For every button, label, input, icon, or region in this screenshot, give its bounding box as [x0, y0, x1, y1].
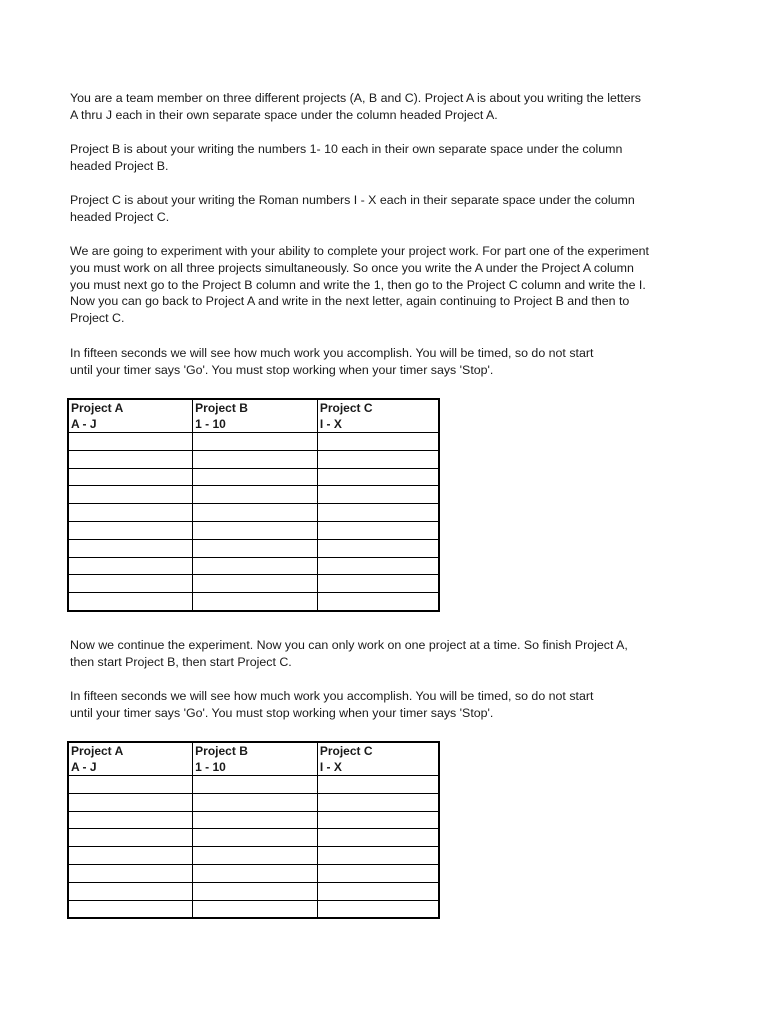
text-line: Project B is about your writing the numbers 1- 10 each in their own separate space under the column [70, 142, 623, 156]
header-project-b [193, 399, 318, 433]
project-a-cell[interactable] [68, 521, 193, 539]
text-line: headed Project B. [70, 158, 169, 173]
project-a-cell[interactable] [68, 882, 193, 900]
project-c-cell[interactable] [317, 539, 439, 557]
project-a-cell[interactable] [68, 847, 193, 865]
project-a-cell[interactable] [68, 776, 193, 794]
project-c-cell[interactable] [317, 575, 439, 593]
table-header-row [68, 399, 439, 433]
table-row [68, 450, 439, 468]
intro-paragraph [70, 90, 680, 124]
table-row [68, 504, 439, 522]
table-row [68, 575, 439, 593]
text-line: Project C. [70, 311, 125, 326]
project-c-cell[interactable] [317, 882, 439, 900]
table-row [68, 882, 439, 900]
table-body [68, 776, 439, 919]
header-project-b [193, 742, 318, 776]
header-project-c [317, 399, 439, 433]
project-b-cell[interactable] [193, 776, 318, 794]
project-b-cell[interactable] [193, 847, 318, 865]
project-a-cell[interactable] [68, 829, 193, 847]
project-b-cell[interactable] [193, 557, 318, 575]
table-row [68, 793, 439, 811]
table-row [68, 776, 439, 794]
experiment-part-two-paragraph [70, 637, 680, 671]
project-table-1 [67, 398, 440, 612]
column-title: Project A [71, 401, 124, 415]
text-line: you must work on all three projects simultaneously. So once you write the A under the Project A column [70, 260, 634, 275]
project-c-cell[interactable] [317, 557, 439, 575]
text-line: Now we continue the experiment. Now you can only work on one project at a time. So finish Project A, [70, 638, 628, 652]
project-a-cell[interactable] [68, 433, 193, 451]
project-a-cell[interactable] [68, 504, 193, 522]
project-c-cell[interactable] [317, 521, 439, 539]
project-a-cell[interactable] [68, 811, 193, 829]
project-c-cell[interactable] [317, 504, 439, 522]
project-c-cell[interactable] [317, 864, 439, 882]
text-line: In fifteen seconds we will see how much work you accomplish. You will be timed, so do not start [70, 346, 594, 360]
project-b-cell[interactable] [193, 575, 318, 593]
project-b-cell[interactable] [193, 793, 318, 811]
text-line: until your timer says 'Go'. You must stop working when your timer says 'Stop'. [70, 362, 494, 377]
project-c-cell[interactable] [317, 793, 439, 811]
header-project-a [68, 399, 193, 433]
project-b-paragraph [70, 141, 680, 175]
text-line: In fifteen seconds we will see how much work you accomplish. You will be timed, so do not start [70, 689, 594, 703]
project-b-cell[interactable] [193, 486, 318, 504]
text-line: We are going to experiment with your ability to complete your project work. For part one of the experiment [70, 244, 649, 258]
text-line: then start Project B, then start Project C. [70, 654, 292, 669]
project-b-cell[interactable] [193, 864, 318, 882]
table-row [68, 521, 439, 539]
timer-instructions-1 [70, 345, 680, 379]
project-a-cell[interactable] [68, 593, 193, 611]
text-line: You are a team member on three different projects (A, B and C). Project A is about you writing the letters [70, 91, 641, 105]
project-b-cell[interactable] [193, 433, 318, 451]
text-line: Project C is about your writing the Roman numbers I - X each in their separate space under the column [70, 193, 635, 207]
table-row [68, 847, 439, 865]
project-c-cell[interactable] [317, 776, 439, 794]
project-a-cell[interactable] [68, 468, 193, 486]
timer-instructions-2 [70, 688, 680, 722]
table-row [68, 864, 439, 882]
project-c-cell[interactable] [317, 468, 439, 486]
project-a-cell[interactable] [68, 864, 193, 882]
column-range: A - J [71, 417, 97, 431]
project-a-cell[interactable] [68, 793, 193, 811]
column-title: Project C [319, 744, 373, 758]
project-b-cell[interactable] [193, 468, 318, 486]
table-row [68, 829, 439, 847]
table-header-row [68, 742, 439, 776]
table-row [68, 433, 439, 451]
project-b-cell[interactable] [193, 521, 318, 539]
table-row [68, 811, 439, 829]
project-b-cell[interactable] [193, 900, 318, 918]
table-row [68, 468, 439, 486]
project-c-cell[interactable] [317, 900, 439, 918]
table-row [68, 539, 439, 557]
project-a-cell[interactable] [68, 557, 193, 575]
experiment-part-one-paragraph [70, 243, 680, 327]
project-c-cell[interactable] [317, 811, 439, 829]
header-project-c [317, 742, 439, 776]
project-c-cell[interactable] [317, 450, 439, 468]
project-b-cell[interactable] [193, 882, 318, 900]
column-range: 1 - 10 [195, 760, 226, 774]
column-title: Project A [71, 744, 124, 758]
column-title: Project B [195, 401, 248, 415]
project-c-cell[interactable] [317, 593, 439, 611]
table-row [68, 593, 439, 611]
project-c-cell[interactable] [317, 433, 439, 451]
table-row [68, 900, 439, 918]
project-a-cell[interactable] [68, 486, 193, 504]
column-range: I - X [319, 417, 342, 431]
text-line: A thru J each in their own separate space under the column headed Project A. [70, 107, 498, 122]
project-table-2 [67, 741, 440, 919]
table-body [68, 433, 439, 611]
project-a-cell[interactable] [68, 450, 193, 468]
project-c-paragraph [70, 192, 680, 226]
text-line: Now you can go back to Project A and write in the next letter, again continuing to Project B and then to [70, 294, 630, 309]
project-b-cell[interactable] [193, 539, 318, 557]
project-b-cell[interactable] [193, 504, 318, 522]
project-a-cell[interactable] [68, 575, 193, 593]
text-line: you must next go to the Project B column and write the 1, then go to the Project C column and write the I. [70, 277, 646, 292]
project-c-cell[interactable] [317, 829, 439, 847]
project-b-cell[interactable] [193, 811, 318, 829]
column-range: 1 - 10 [195, 417, 226, 431]
project-a-cell[interactable] [68, 900, 193, 918]
table-row [68, 557, 439, 575]
project-b-cell[interactable] [193, 593, 318, 611]
header-project-a [68, 742, 193, 776]
project-b-cell[interactable] [193, 829, 318, 847]
project-a-cell[interactable] [68, 539, 193, 557]
text-line: headed Project C. [70, 209, 170, 224]
project-b-cell[interactable] [193, 450, 318, 468]
column-range: I - X [319, 760, 342, 774]
table-row [68, 486, 439, 504]
column-range: A - J [71, 760, 97, 774]
project-c-cell[interactable] [317, 486, 439, 504]
column-title: Project C [319, 401, 373, 415]
column-title: Project B [195, 744, 248, 758]
text-line: until your timer says 'Go'. You must stop working when your timer says 'Stop'. [70, 705, 494, 720]
project-c-cell[interactable] [317, 847, 439, 865]
